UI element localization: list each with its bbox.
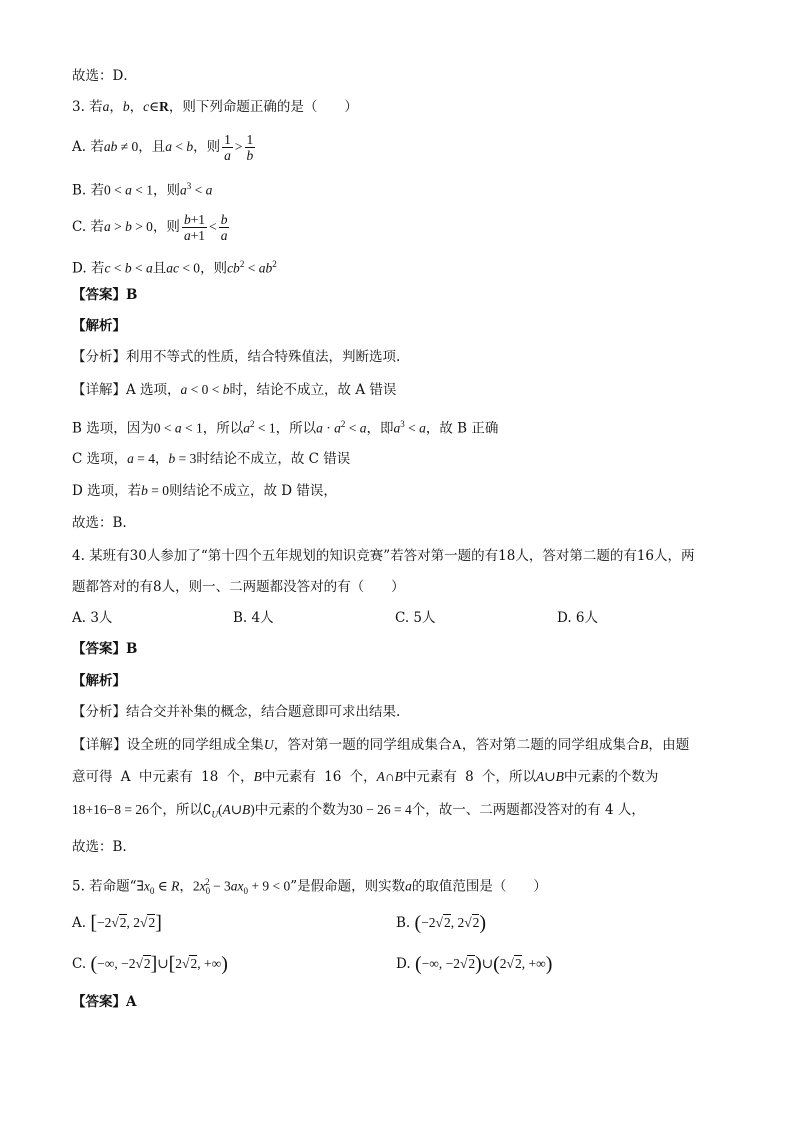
q4-jiexi-text: 【解析】 <box>72 673 126 689</box>
q5-option-d: D. (−∞, −2√2)∪(2√2, +∞) <box>396 953 553 975</box>
q3-jiexi-text: 【解析】 <box>72 318 126 334</box>
q3-answer <box>72 285 137 305</box>
q3-analysis: 【分析】利用不等式的性质，结合特殊值法，判断选项. <box>72 349 401 365</box>
q4-answer <box>72 639 137 659</box>
q3-answer-text: 【答案】B <box>72 287 138 303</box>
q4-jiexi <box>72 671 126 691</box>
q5-option-b: B. (−2√2, 2√2) <box>396 912 487 934</box>
q3-jiexi <box>72 316 126 336</box>
q4-option-d: D. 6人 <box>557 610 599 626</box>
q4-detail-line1: 【详解】设全班的同学组成全集U，答对第一题的同学组成集合A，答对第二题的同学组成集合B，由题 <box>72 737 690 753</box>
q4-conclusion: 故选：B. <box>72 839 127 855</box>
q3-detail-d: D 选项，若b = 0则结论不成立，故 D 错误， <box>72 483 337 499</box>
q5-stem: 5. 若命题“$\exists x_0$ ∈ R，$2x_0^2 - 3ax_0 + 9 < 0$”是假命题，则实数a的取值范围是（ ） <box>72 877 547 897</box>
q4-stem-line2: 题都答对的有8人，则一、二两题都没答对的有（ ） <box>72 579 405 595</box>
q4-option-c: C. 5人 <box>395 610 436 626</box>
q3-option-d: D. 若c < b < a且ac < 0，则$cb^2 < ab^2$ <box>72 259 277 277</box>
q4-stem-line1: 4. 某班有30人参加了“第十四个五年规划的知识竞赛”若答对第一题的有18人，答对第二题的有16人，两 <box>72 548 695 564</box>
q4-detail-line3: 18+16−8 = 26个，所以$∁_U(A\cup B)$中元素的个数为30 − 26 = 4个，故一、二两题都没答对的有 4 人， <box>72 802 645 820</box>
q4-option-a: A. 3人 <box>72 610 113 626</box>
q3-option-b: B. 若0 < a < 1，则$a^3 < a$ <box>72 181 213 199</box>
q3-option-a: A. 若ab ≠ 0，且a < b，则 $\frac{1}{a}$ > $\frac{1}{b}$ <box>72 132 254 163</box>
q3-option-c: C. 若a > b > 0，则 $\frac{b+1}{a+1}$ < $\frac{b}{a}$ <box>72 212 228 243</box>
q3-detail-c: C 选项，a = 4，b = 3时结论不成立，故 C 错误 <box>72 451 351 467</box>
q5-answer-text: 【答案】A <box>72 994 137 1010</box>
q4-answer-text: 【答案】B <box>72 641 138 657</box>
q4-detail-line2: 意可得 A 中元素有 18 个，B中元素有 16 个，A∩B中元素有 8 个，所以A∪B中元素的个数为 <box>72 769 659 785</box>
q3-detail-b: B 选项，因为0 < a < 1，所以$a^2 < 1$，所以$a \cdot a^2 < a$，即$a^3 < a$，故 B 正确 <box>72 419 499 437</box>
q3-stem: 3. 若a，b，c∈R，则下列命题正确的是（ ） <box>72 99 358 115</box>
prev-answer-line: 故选：D． <box>72 68 137 84</box>
q3-conclusion: 故选：B. <box>72 515 127 531</box>
q3-detail-a: 【详解】A 选项，a < 0 < b时，结论不成立，故 A 错误 <box>72 382 397 398</box>
q5-option-a: A. [−2√2, 2√2] <box>72 912 162 934</box>
q4-option-b: B. 4人 <box>233 610 274 626</box>
q4-analysis: 【分析】结合交并补集的概念，结合题意即可求出结果. <box>72 704 401 720</box>
q5-answer <box>72 992 136 1012</box>
q5-option-c: C. (−∞, −2√2]∪[2√2, +∞) <box>72 953 228 975</box>
